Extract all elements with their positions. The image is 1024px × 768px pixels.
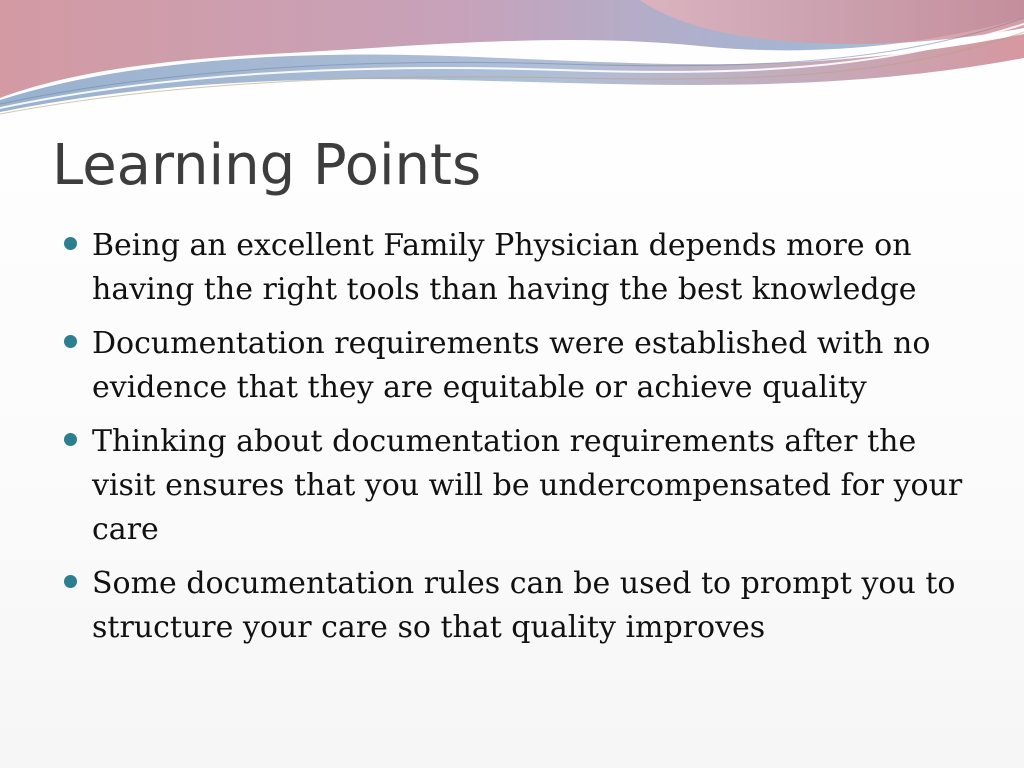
filled-circle-icon: [64, 433, 77, 446]
bullet-list: [64, 224, 964, 660]
list-item: [64, 420, 964, 552]
list-item: [64, 562, 964, 650]
bullet-text: Documentation requirements were established with no evidence that they are equitable or achieve quality: [92, 326, 931, 405]
filled-circle-icon: [64, 575, 77, 588]
bullet-text: Some documentation rules can be used to prompt you to structure your care so that quality improves: [92, 566, 956, 645]
bullet-text: Thinking about documentation requirements after the visit ensures that you will be undercompensated for your care: [92, 424, 963, 547]
list-item: [64, 224, 964, 312]
wave-banner-icon: [0, 0, 1024, 125]
slide-title: Learning Points: [52, 133, 482, 198]
bullet-text: Being an excellent Family Physician depends more on having the right tools than having the best knowledge: [92, 228, 917, 307]
filled-circle-icon: [64, 237, 77, 250]
list-item: [64, 322, 964, 410]
filled-circle-icon: [64, 335, 77, 348]
